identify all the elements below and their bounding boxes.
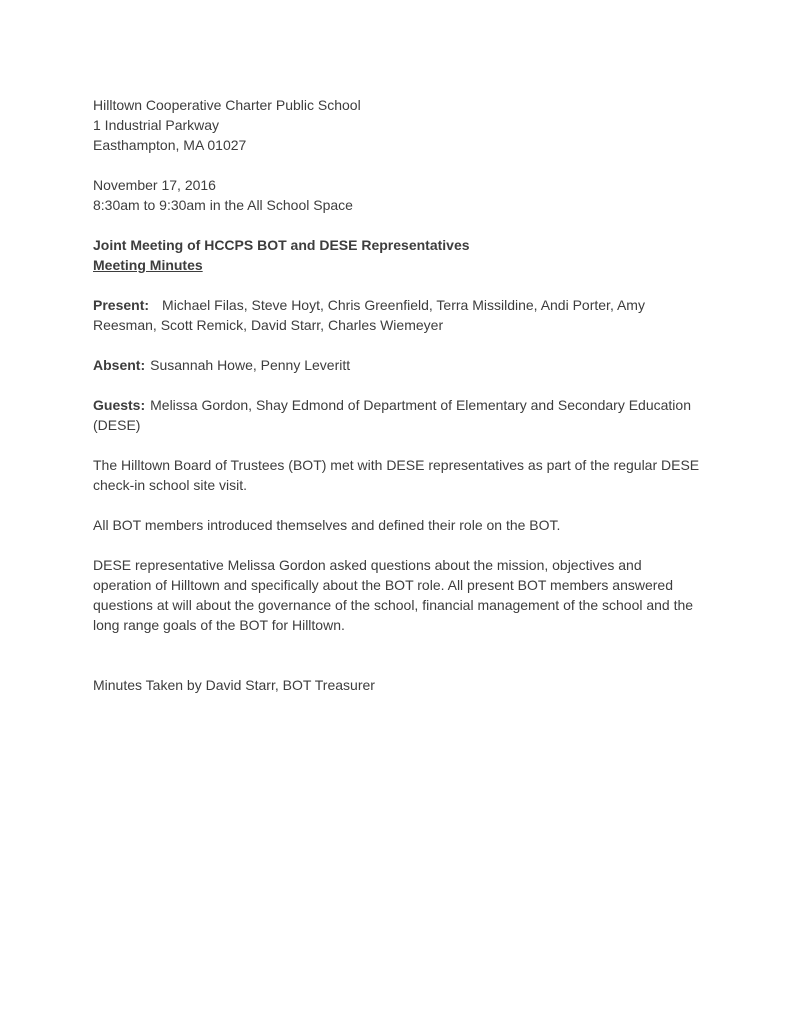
present-paragraph (93, 295, 701, 335)
absent-names: Susannah Howe, Penny Leveritt (150, 357, 351, 373)
subtitle-text: Meeting Minutes (93, 257, 203, 273)
absent-paragraph (93, 355, 701, 375)
letterhead (93, 95, 701, 155)
present-label: Present: (93, 297, 150, 313)
body-paragraph: DESE representative Melissa Gordon asked questions about the mission, objectives and operation of Hilltown and specifically about the BOT role. All present BOT members answered questions at will about the governance of the school, financial management of the school and the long range goals of the BOT for Hilltown. (93, 557, 694, 633)
document-subtitle (93, 255, 701, 275)
guests-paragraph (93, 395, 701, 435)
address-street: 1 Industrial Parkway (93, 117, 220, 133)
document-title: Joint Meeting of HCCPS BOT and DESE Representatives (93, 237, 470, 253)
meeting-date: November 17, 2016 (93, 177, 216, 193)
body-paragraph: The Hilltown Board of Trustees (BOT) met with DESE representatives as part of the regular DESE check-in school site visit. (93, 457, 700, 493)
date-time-block (93, 175, 701, 215)
guests-names: Melissa Gordon, Shay Edmond of Department of Elementary and Secondary Education (DESE) (93, 397, 691, 433)
meeting-minutes-document (93, 95, 701, 695)
present-names: Michael Filas, Steve Hoyt, Chris Greenfield, Terra Missildine, Andi Porter, Amy Reesman, Scott Remick, David Starr, Charles Wiemeyer (93, 297, 645, 333)
guests-label: Guests: (93, 397, 146, 413)
body-paragraph: All BOT members introduced themselves and defined their role on the BOT. (93, 517, 561, 533)
absent-label: Absent: (93, 357, 146, 373)
school-name: Hilltown Cooperative Charter Public School (93, 97, 361, 113)
address-city-state-zip: Easthampton, MA 01027 (93, 137, 247, 153)
meeting-time-location: 8:30am to 9:30am in the All School Space (93, 197, 353, 213)
minutes-taken-by: Minutes Taken by David Starr, BOT Treasurer (93, 677, 375, 693)
title-block (93, 235, 701, 275)
